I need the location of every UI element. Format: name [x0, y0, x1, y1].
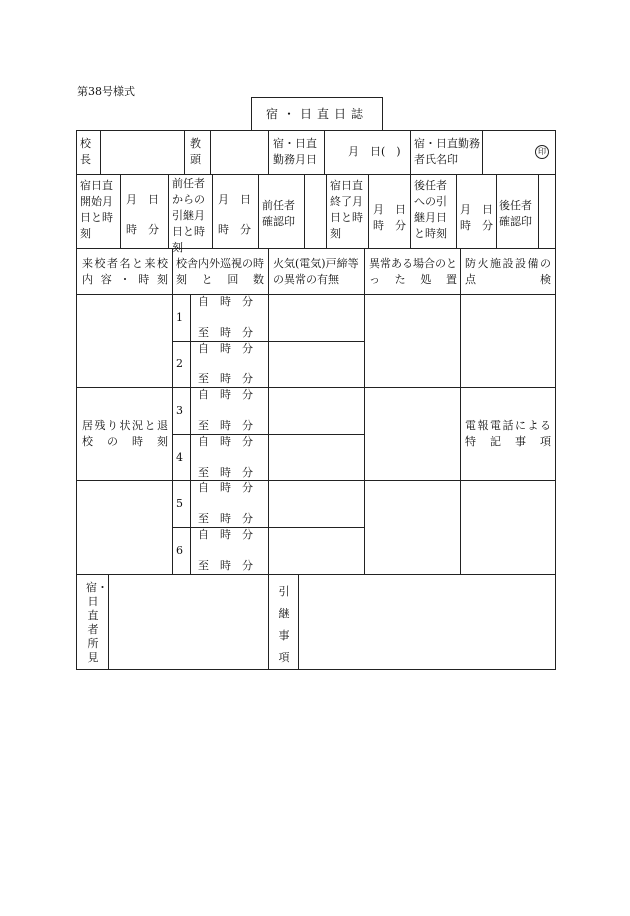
vice-principal-label: 教頭	[190, 137, 201, 166]
start-month-day: 月 日	[126, 193, 159, 206]
handover-from-hour-min: 時 分	[218, 223, 251, 236]
patrol-number: 1	[176, 311, 183, 324]
patrol-to-time: 至 時 分	[198, 512, 253, 525]
patrol-number: 4	[176, 451, 183, 464]
patrol-from-time: 自 時 分	[198, 481, 253, 494]
handover-from-month-day: 月 日	[218, 193, 251, 206]
patrol-number: 5	[176, 497, 183, 510]
end-month-day: 月 日	[373, 203, 406, 216]
action-header: 異常ある場合のとった処置	[369, 257, 457, 286]
opinion-label: 宿・日直者所見	[86, 581, 108, 664]
visitors-header: 来校者名と来校内容・時刻	[82, 257, 168, 286]
patrol-to-time: 至 時 分	[198, 559, 253, 572]
end-label: 宿日直終了月日と時刻	[330, 179, 363, 240]
next-confirm-label: 後任者確認印	[499, 199, 532, 228]
patrol-from-time: 自 時 分	[198, 295, 253, 308]
handover-from-label: 前任者からの引継月日と時刻	[172, 177, 205, 254]
patrol-header: 校舎内外巡視の時刻と回数	[176, 257, 264, 286]
fire-equipment-header: 防火施設設備の点検	[465, 257, 551, 286]
patrol-from-time: 自 時 分	[198, 342, 253, 355]
patrol-to-time: 至 時 分	[198, 372, 253, 385]
handover-to-label: 後任者への引継月日と時刻	[414, 179, 447, 240]
patrol-from-time: 自 時 分	[198, 435, 253, 448]
patrol-from-time: 自 時 分	[198, 528, 253, 541]
fire-check-header: 火気(電気)戸締等の異常の有無	[273, 257, 359, 286]
patrol-to-time: 至 時 分	[198, 326, 253, 339]
patrol-number: 3	[176, 404, 183, 417]
end-hour-min: 時 分	[373, 219, 406, 232]
duty-person-label: 宿・日直勤務者氏名印	[414, 137, 480, 166]
handover-to-hour-min: 時 分	[460, 219, 493, 232]
patrol-number: 6	[176, 544, 183, 557]
duty-date-value: 月 日( )	[348, 145, 401, 158]
handover-items-label: 引継事項	[278, 585, 290, 664]
principal-label: 校長	[80, 137, 91, 166]
remaining-label: 居残り状況と退校の時刻	[82, 419, 168, 448]
prev-confirm-label: 前任者確認印	[262, 199, 295, 228]
patrol-number: 2	[176, 357, 183, 370]
handover-to-month-day: 月 日	[460, 203, 493, 216]
start-hour-min: 時 分	[126, 223, 159, 236]
duty-date-label: 宿・日直勤務月日	[273, 137, 317, 166]
form-number: 第38号様式	[77, 85, 135, 98]
patrol-to-time: 至 時 分	[198, 419, 253, 432]
patrol-from-time: 自 時 分	[198, 388, 253, 401]
duty-log-table	[76, 130, 556, 670]
page-title: 宿・日直日誌	[251, 97, 383, 131]
patrol-to-time: 至 時 分	[198, 466, 253, 479]
start-label: 宿日直開始月日と時刻	[80, 179, 113, 240]
seal-icon: 印	[535, 145, 549, 159]
telegram-label: 電報電話による特記事項	[465, 419, 551, 448]
